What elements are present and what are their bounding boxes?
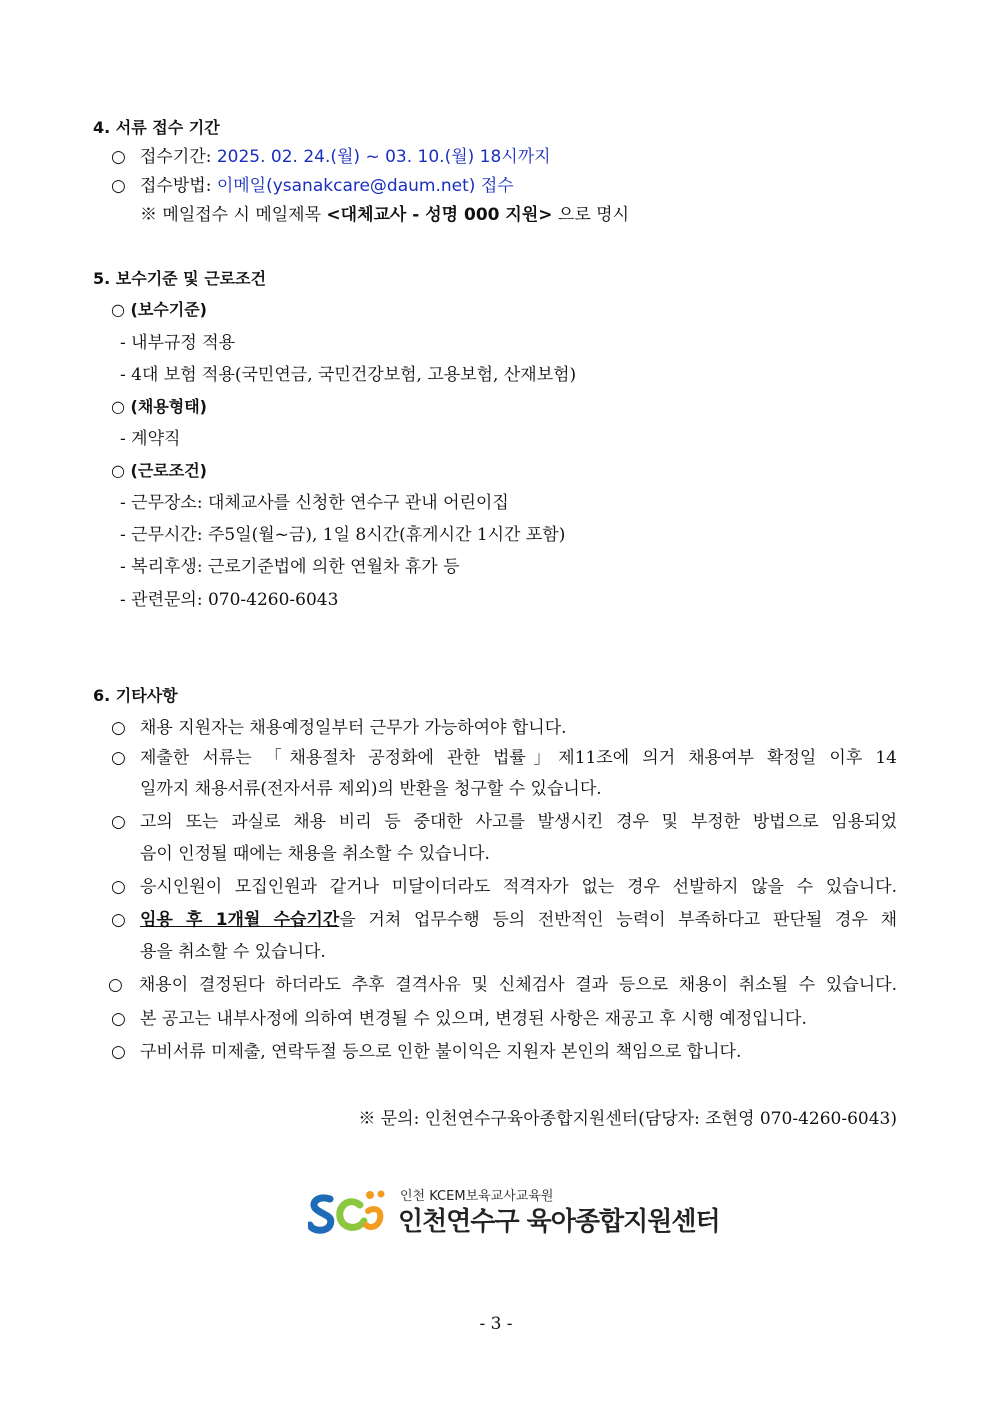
probation-period: 임용 후 1개월 수습기간 (140, 910, 340, 930)
notice-item-5-line2: 용을 취소할 수 있습니다. (140, 942, 326, 962)
section4-heading: 4. 서류 접수 기간 (93, 118, 220, 137)
pay-heading: ○ (보수기준) (111, 300, 207, 319)
logo-top-text: 인천 KCEM보육교사교육원 (400, 1189, 554, 1204)
bullet-icon: ○ (111, 1009, 126, 1029)
section5-heading: 5. 보수기준 및 근로조건 (93, 269, 267, 288)
cond-item: - 근무시간: 주5일(월~금), 1일 8시간(휴게시간 1시간 포함) (120, 525, 566, 545)
notice-item-4: 응시인원이 모집인원과 같거나 미달이더라도 적격자가 없는 경우 선발하지 않을 수 있습니다. (140, 877, 897, 897)
notice-item-2-line2: 일까지 채용서류(전자서류 제외)의 반환을 청구할 수 있습니다. (140, 779, 602, 799)
notice-item-1: 채용 지원자는 채용예정일부터 근무가 가능하여야 합니다. (140, 718, 567, 738)
pay-item: - 내부규정 적용 (120, 333, 236, 353)
bullet-icon: ○ (111, 718, 126, 738)
bullet-icon: ○ (111, 147, 126, 167)
period-label: 접수기간: (140, 147, 217, 167)
bullet-icon: ○ (111, 176, 126, 196)
note-prefix: ※ 메일접수 시 메일제목 (140, 205, 327, 225)
note-suffix: 으로 명시 (552, 205, 630, 225)
period-value: 2025. 02. 24.(월) ~ 03. 10.(월) 18시까지 (216, 147, 551, 167)
section6-heading: 6. 기타사항 (93, 686, 178, 705)
notice-item-3-line2: 음이 인정될 때에는 채용을 취소할 수 있습니다. (140, 844, 490, 864)
cond-item: - 근무장소: 대체교사를 신청한 연수구 관내 어린이집 (120, 493, 509, 513)
notice-item-5-line1 (140, 909, 897, 931)
center-logo (308, 1185, 720, 1237)
page-number: - 3 - (479, 1314, 513, 1334)
note-bold: <대체교사 - 성명 000 지원> (326, 205, 553, 225)
bullet-icon: ○ (111, 748, 126, 768)
bullet-icon: ○ (111, 812, 126, 832)
bullet-icon: ○ (111, 910, 126, 930)
bullet-icon: ○ (111, 877, 126, 897)
method-label: 접수방법: (140, 176, 217, 196)
method-value: 이메일(ysanakcare@daum.net) 접수 (216, 176, 514, 196)
notice-item-6: ○ 채용이 결정된다 하더라도 추후 결격사유 및 신체검사 결과 등으로 채용이 취소될 수 있습니다. (108, 975, 897, 995)
notice-item-7: 본 공고는 내부사정에 의하여 변경될 수 있으며, 변경된 사항은 재공고 후 시행 예정입니다. (140, 1009, 807, 1029)
type-heading: ○ (채용형태) (111, 397, 207, 416)
type-item: - 계약직 (120, 429, 181, 449)
cond-item: - 복리후생: 근로기준법에 의한 연월차 휴가 등 (120, 557, 460, 577)
bullet-icon: ○ (111, 1042, 126, 1062)
submission-method (140, 175, 514, 197)
submission-period (140, 146, 551, 168)
notice-item-3-line1: 고의 또는 과실로 채용 비리 등 중대한 사고를 발생시킨 경우 및 부정한 방법으로 임용되었 (140, 812, 897, 832)
notice-item-2-line1: 제출한 서류는 「채용절차 공정화에 관한 법률」제11조에 의거 채용여부 확정일 이후 14 (140, 748, 897, 768)
cond-item: - 관련문의: 070-4260-6043 (120, 590, 339, 610)
cond-heading: ○ (근로조건) (111, 461, 207, 480)
notice-item-8: 구비서류 미제출, 연락두절 등으로 인한 불이익은 지원자 본인의 책임으로 합니다. (140, 1042, 742, 1062)
notice-item-5-rest: 을 거쳐 업무수행 등의 전반적인 능력이 부족하다고 판단될 경우 채 (339, 910, 897, 930)
mail-note (140, 204, 629, 226)
logo-mark-icon (308, 1185, 394, 1235)
pay-item: - 4대 보험 적용(국민연금, 국민건강보험, 고용보험, 산재보험) (120, 365, 577, 385)
logo-main-text: 인천연수구 육아종합지원센터 (398, 1207, 720, 1237)
contact-info: ※ 문의: 인천연수구육아종합지원센터(담당자: 조현영 070-4260-6043) (358, 1109, 897, 1129)
